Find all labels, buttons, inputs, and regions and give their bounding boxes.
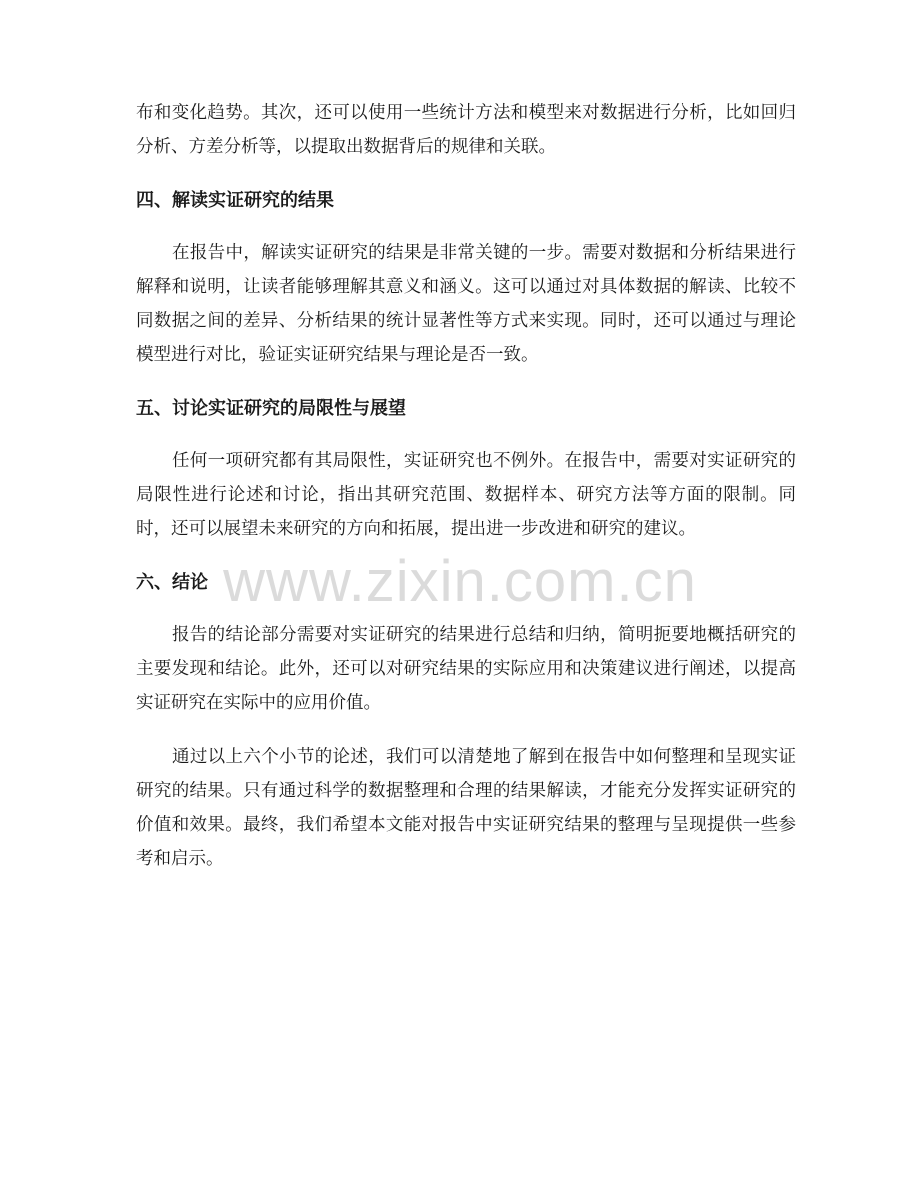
section-4-paragraph: 在报告中，解读实证研究的结果是非常关键的一步。需要对数据和分析结果进行解释和说明，让读者能够理解其意义和涵义。这可以通过对具体数据的解读、比较不同数据之间的差异、分析结果的统计显著性等方式来实现。同时，还可以通过与理论模型进行对比，验证实证研究结果与理论是否一致。 (136, 243, 796, 365)
section-5-paragraph: 任何一项研究都有其局限性，实证研究也不例外。在报告中，需要对实证研究的局限性进行论述和讨论，指出其研究范围、数据样本、研究方法等方面的限制。同时，还可以展望未来研究的方向和拓展，提出进一步改进和研究的建议。 (136, 451, 796, 539)
watermark: www.zixin.com.cn (223, 549, 697, 614)
section-5-heading: 五、讨论实证研究的局限性与展望 (136, 398, 406, 419)
section-4-heading: 四、解读实证研究的结果 (136, 190, 334, 211)
section-6-paragraph-1: 报告的结论部分需要对实证研究的结果进行总结和归纳，简明扼要地概括研究的主要发现和结论。此外，还可以对研究结果的实际应用和决策建议进行阐述，以提高实证研究在实际中的应用价值。 (136, 625, 796, 713)
intro-continuation-paragraph: 布和变化趋势。其次，还可以使用一些统计方法和模型来对数据进行分析，比如回归分析、方差分析等，以提取出数据背后的规律和关联。 (136, 103, 796, 157)
section-6-heading: 六、结论 (136, 572, 208, 593)
document-body (136, 96, 796, 896)
section-6-paragraph-2: 通过以上六个小节的论述，我们可以清楚地了解到在报告中如何整理和呈现实证研究的结果。只有通过科学的数据整理和合理的结果解读，才能充分发挥实证研究的价值和效果。最终，我们希望本文能对报告中实证研究结果的整理与呈现提供一些参考和启示。 (136, 747, 796, 869)
